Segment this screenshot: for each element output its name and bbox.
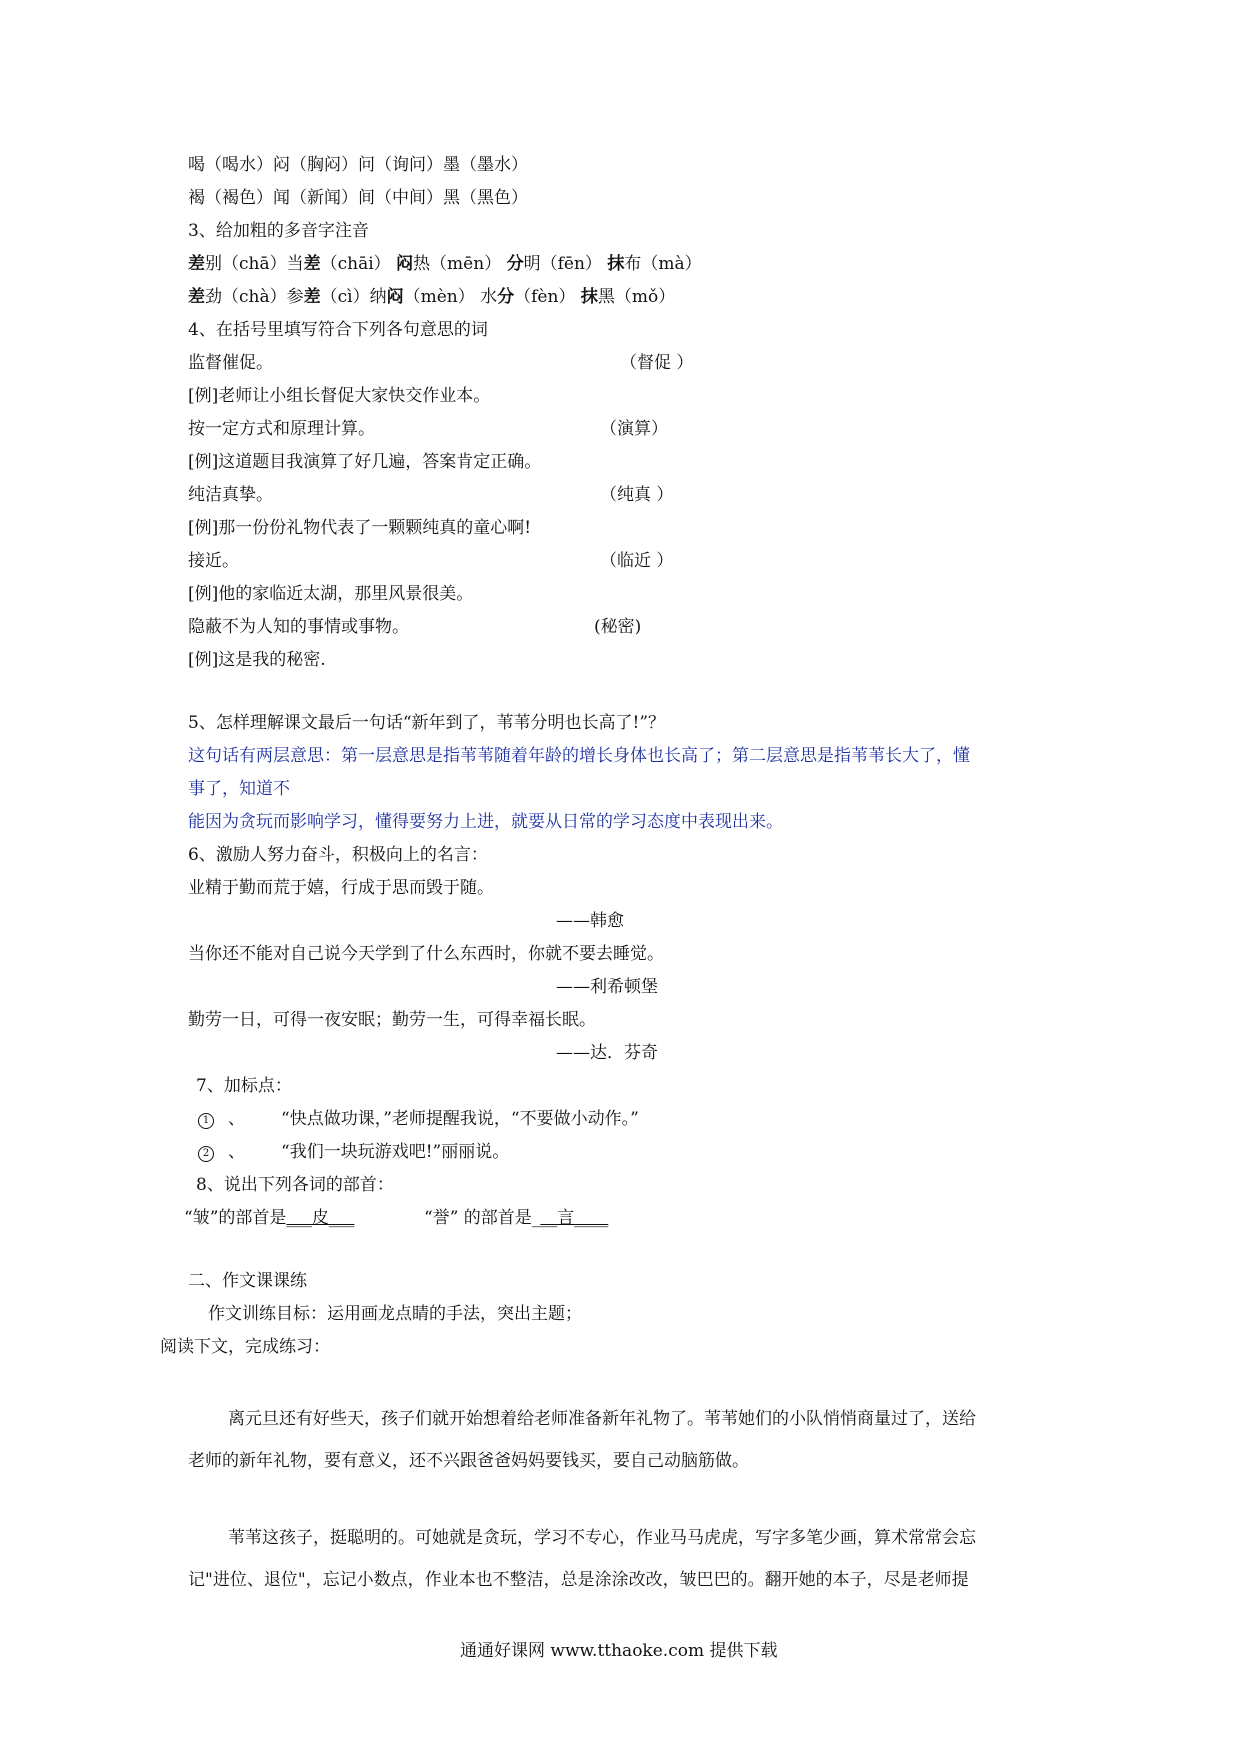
passage-paragraph-1-line-1: 离元旦还有好些天，孩子们就开始想着给老师准备新年礼物了。苇苇她们的小队悄悄商量过了，送给: [228, 1409, 976, 1429]
question-5-title: 5、怎样理解课文最后一句话“新年到了，苇苇分明也长高了!”？: [188, 713, 666, 733]
q7-item: [198, 1141, 509, 1163]
q3-bold-char: 差: [303, 254, 321, 274]
q3-row-1: [188, 253, 702, 275]
passage-paragraph-2-line-2: 记"进位、退位"，忘记小数点，作业本也不整洁，总是涂涂改改，皱巴巴的。翻开她的本子，尽是老师提: [188, 1570, 969, 1590]
q4-answer-word: （督促 ）: [620, 353, 694, 373]
q4-example: [例]他的家临近太湖，那里风景很美。: [188, 584, 474, 604]
q3-text: （mèn） 水: [403, 287, 498, 307]
q4-answer-word: (秘密): [594, 617, 642, 637]
q8-answer-a: [184, 1207, 354, 1229]
q4-example: [例]老师让小组长督促大家快交作业本。: [188, 386, 491, 406]
q8-answer: ___皮___: [286, 1208, 355, 1228]
q4-answer-word: （演算）: [600, 419, 668, 439]
q5-answer-line-1: 这句话有两层意思：第一层意思是指苇苇随着年龄的增长身体也长高了；第二层意思是指苇苇长大了，懂: [188, 746, 970, 766]
q8-answer: __言____: [540, 1208, 609, 1228]
q3-bold-char: 抹: [580, 287, 598, 307]
q3-bold-char: 分: [506, 254, 524, 274]
quote-text: 业精于勤而荒于嬉，行成于思而毁于随。: [188, 878, 494, 898]
q3-bold-char: 差: [303, 287, 321, 307]
reading-instruction: 阅读下文，完成练习：: [160, 1337, 330, 1357]
q3-bold-char: 差: [188, 254, 205, 274]
circled-number: 1: [198, 1113, 214, 1129]
section-2-title: 二、作文课课练: [188, 1271, 307, 1291]
q4-answer-word: （纯真 ）: [600, 485, 674, 505]
q3-text: 明（fēn）: [523, 254, 602, 274]
q3-bold-char: 抹: [607, 254, 625, 274]
q5-answer-line-3: 能因为贪玩而影响学习，懂得要努力上进，就要从日常的学习态度中表现出来。: [188, 812, 783, 832]
q3-row-2: [188, 286, 675, 308]
q3-text: 黑（mǒ）: [597, 287, 676, 307]
q3-text: 布（mà）: [624, 254, 702, 274]
quote-author: ——达．芬奇: [556, 1043, 658, 1063]
q4-answer-word: （临近 ）: [600, 551, 674, 571]
q3-bold-char: 差: [188, 287, 205, 307]
q3-bold-char: 闷: [396, 254, 414, 274]
q3-text: 热（mēn）: [413, 254, 502, 274]
q4-meaning: 接近。: [188, 551, 239, 571]
q4-meaning: 隐蔽不为人知的事情或事物。: [188, 617, 409, 637]
composition-goal: 作文训练目标：运用画龙点睛的手法，突出主题；: [208, 1304, 582, 1324]
q3-bold-char: 闷: [386, 287, 404, 307]
passage-paragraph-1-line-2: 老师的新年礼物，要有意义，还不兴跟爸爸妈妈要钱买，要自己动脑筋做。: [188, 1451, 749, 1471]
q3-text: （fèn）: [514, 287, 576, 307]
question-7-title: 7、加标点：: [196, 1076, 292, 1096]
passage-paragraph-2-line-1: 苇苇这孩子，挺聪明的。可她就是贪玩，学习不专心，作业马马虎虎，写字多笔少画，算术常常会忘: [228, 1528, 976, 1548]
chars-row-2: 褐（褐色）闻（新闻）间（中间）黑（黑色）: [188, 188, 528, 208]
q3-text: （chāi）: [320, 254, 391, 274]
q3-text: 别（chā）当: [205, 254, 304, 274]
question-4-title: 4、在括号里填写符合下列各句意思的词: [188, 320, 488, 340]
question-3-title: 3、给加粗的多音字注音: [188, 221, 369, 241]
question-8-title: 8、说出下列各词的部首：: [196, 1175, 394, 1195]
q4-meaning: 纯洁真挚。: [188, 485, 273, 505]
q8-answer-b: [424, 1207, 608, 1229]
quote-author: ——韩愈: [556, 911, 624, 931]
circled-number: 2: [198, 1146, 214, 1162]
question-6-title: 6、激励人努力奋斗，积极向上的名言：: [188, 845, 488, 865]
q4-meaning: 按一定方式和原理计算。: [188, 419, 375, 439]
quote-author: ——利希顿堡: [556, 977, 658, 997]
q3-text: 劲（chà）参: [205, 287, 304, 307]
q4-example: [例]那一份份礼物代表了一颗颗纯真的童心啊!: [188, 518, 532, 538]
quote-text: 勤劳一日，可得一夜安眠；勤劳一生，可得幸福长眠。: [188, 1010, 596, 1030]
q3-text: （cì）纳: [320, 287, 387, 307]
page-footer: 通通好课网 www.tthaoke.com 提供下载: [460, 1641, 778, 1661]
q4-example: [例]这道题目我演算了好几遍，答案肯定正确。: [188, 452, 542, 472]
q7-item-separator: 、: [228, 1109, 245, 1129]
q7-item-text: “快点做功课，”老师提醒我说，“不要做小动作。”: [281, 1109, 639, 1129]
q5-answer-line-2: 事了，知道不: [188, 779, 290, 799]
q4-meaning: 监督催促。: [188, 353, 273, 373]
q3-bold-char: 分: [497, 287, 515, 307]
chars-row-1: 喝（喝水）闷（胸闷）问（询问）墨（墨水）: [188, 155, 528, 175]
q8-prefix: “誉” 的部首是_: [424, 1208, 541, 1228]
q7-item-text: “我们一块玩游戏吧!”丽丽说。: [281, 1142, 510, 1162]
q4-example: [例]这是我的秘密.: [188, 650, 326, 670]
quote-text: 当你还不能对自己说今天学到了什么东西时，你就不要去睡觉。: [188, 944, 664, 964]
q7-item: [198, 1108, 639, 1130]
q8-prefix: “皱”的部首是: [184, 1208, 287, 1228]
q7-item-separator: 、: [228, 1142, 245, 1162]
